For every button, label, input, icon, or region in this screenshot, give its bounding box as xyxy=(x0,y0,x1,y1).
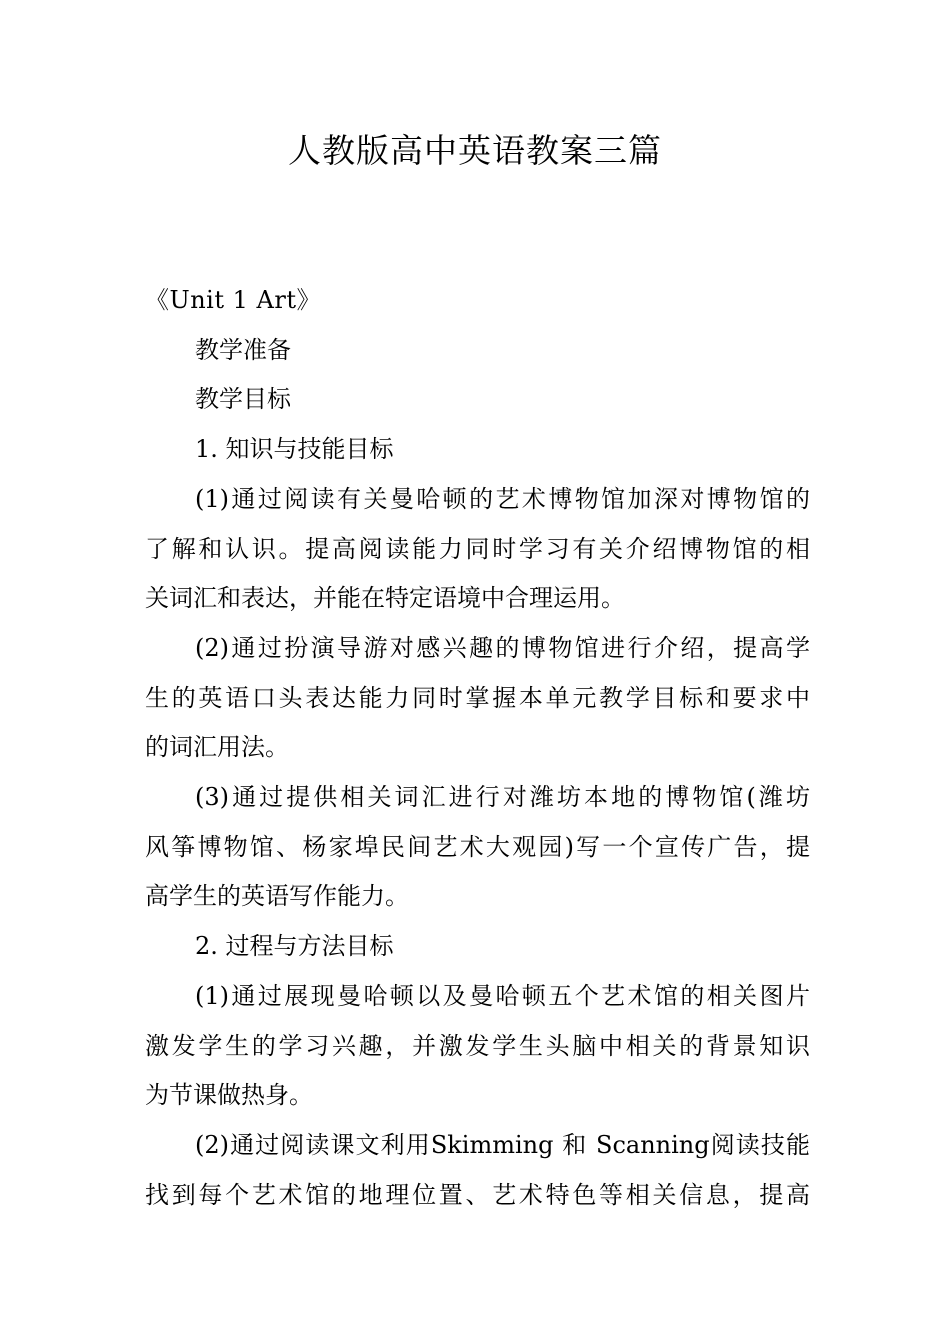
section-heading-goals: 教学目标 xyxy=(195,385,291,414)
paragraph-line: 关词汇和表达，并能在特定语境中合理运用。 xyxy=(145,584,625,613)
paragraph-line: 激发学生的学习兴趣，并激发学生头脑中相关的背景知识 xyxy=(145,1031,810,1060)
document-body xyxy=(145,276,810,1220)
section-heading-preparation: 教学准备 xyxy=(195,335,291,364)
paragraph-line: (1)通过展现曼哈顿以及曼哈顿五个艺术馆的相关图片 xyxy=(195,981,810,1010)
paragraph-line: 了解和认识。提高阅读能力同时学习有关介绍博物馆的相 xyxy=(145,534,810,563)
paragraph-line: 的词汇用法。 xyxy=(145,733,289,762)
goal-2-item-1-paragraph xyxy=(145,972,810,1121)
goal-2-heading: 2. 过程与方法目标 xyxy=(195,932,394,961)
paragraph-line: 风筝博物馆、杨家埠民间艺术大观园)写一个宣传广告，提 xyxy=(145,832,810,861)
goal-2-item-2-paragraph xyxy=(145,1121,810,1220)
document-title: 人教版高中英语教案三篇 xyxy=(288,131,662,170)
goal-1-heading: 1. 知识与技能目标 xyxy=(195,435,394,464)
paragraph-line: (3)通过提供相关词汇进行对潍坊本地的博物馆(潍坊 xyxy=(195,783,810,812)
paragraph-line: 生的英语口头表达能力同时掌握本单元教学目标和要求中 xyxy=(145,683,810,712)
paragraph-line: 高学生的英语写作能力。 xyxy=(145,882,409,911)
goal-1-item-1-paragraph xyxy=(145,475,810,624)
goal-1-item-3-paragraph xyxy=(145,773,810,922)
paragraph-line: 找到每个艺术馆的地理位置、艺术特色等相关信息，提高 xyxy=(145,1180,810,1209)
unit-heading: 《Unit 1 Art》 xyxy=(145,286,321,314)
paragraph-line: (2)通过扮演导游对感兴趣的博物馆进行介绍，提高学 xyxy=(195,633,810,662)
goal-1-item-2-paragraph xyxy=(145,624,810,773)
paragraph-line: (1)通过阅读有关曼哈顿的艺术博物馆加深对博物馆的 xyxy=(195,484,810,513)
paragraph-line: (2)通过阅读课文利用Skimming 和 Scanning阅读技能 xyxy=(195,1130,810,1159)
paragraph-line: 为节课做热身。 xyxy=(145,1081,313,1110)
